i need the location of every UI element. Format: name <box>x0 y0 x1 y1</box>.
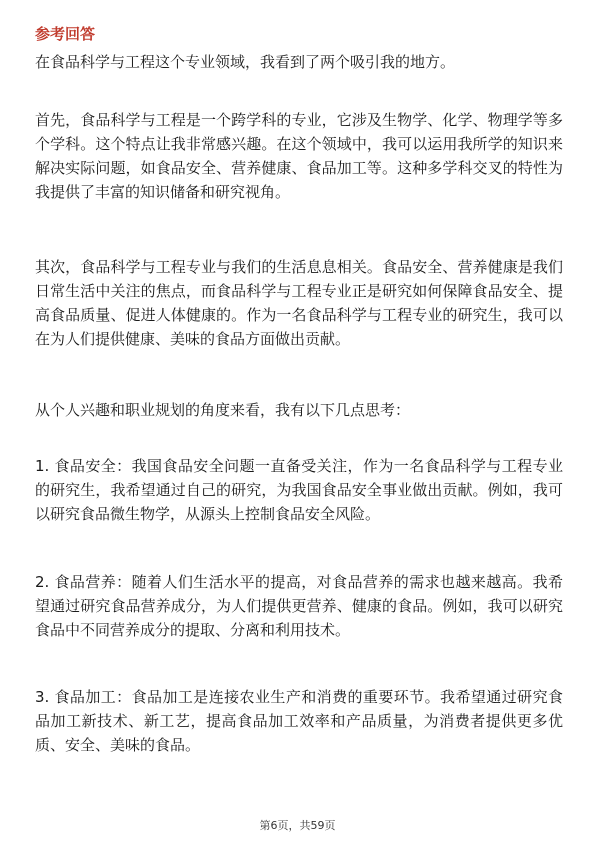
list-item-food-safety: 1. 食品安全：我国食品安全问题一直备受关注，作为一名食品科学与工程专业的研究生，我希望通过自己的研究，为我国食品安全事业做出贡献。例如，我可以研究食品微生物学，从源头上控制食品安全风险。 <box>35 457 563 523</box>
paragraph-first: 首先，食品科学与工程是一个跨学科的专业，它涉及生物学、化学、物理学等多个学科。这个特点让我非常感兴趣。在这个领域中，我可以运用我所学的知识来解决实际问题，如食品安全、营养健康、食品加工等。这种多学科交叉的特性为我提供了丰富的知识储备和研究视角。 <box>35 111 563 201</box>
list-item-food-nutrition: 2. 食品营养：随着人们生活水平的提高，对食品营养的需求也越来越高。我希望通过研究食品营养成分，为人们提供更营养、健康的食品。例如，我可以研究食品中不同营养成分的提取、分离和利用技术。 <box>35 573 563 639</box>
paragraph-second: 其次，食品科学与工程专业与我们的生活息息相关。食品安全、营养健康是我们日常生活中关注的焦点，而食品科学与工程专业正是研究如何保障食品安全、提高食品质量、促进人体健康的。作为一名食品科学与工程专业的研究生，我可以在为人们提供健康、美味的食品方面做出贡献。 <box>35 258 563 348</box>
page-number: 第6页，共59页 <box>259 819 336 832</box>
section-heading: 参考回答 <box>35 25 96 43</box>
paragraph-intro: 在食品科学与工程这个专业领域，我看到了两个吸引我的地方。 <box>35 53 456 71</box>
paragraph-perspective: 从个人兴趣和职业规划的角度来看，我有以下几点思考： <box>35 401 411 419</box>
list-item-food-processing: 3. 食品加工：食品加工是连接农业生产和消费的重要环节。我希望通过研究食品加工新技术、新工艺，提高食品加工效率和产品质量，为消费者提供更多优质、安全、美味的食品。 <box>35 688 563 754</box>
